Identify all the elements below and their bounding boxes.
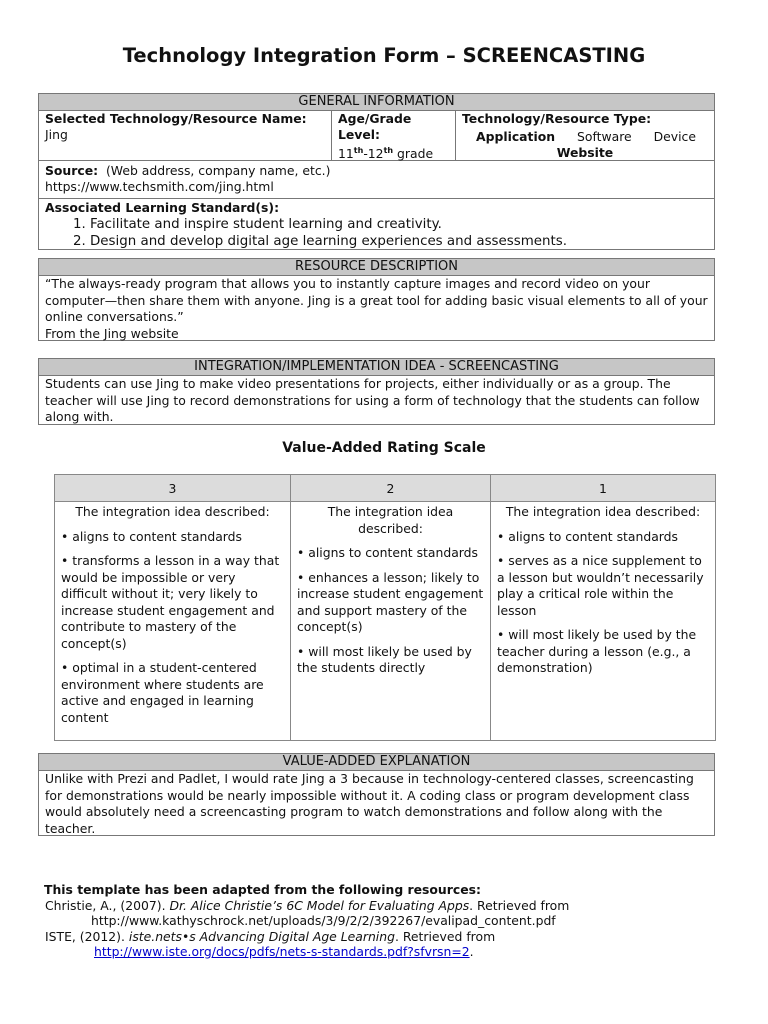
general-information-section — [38, 93, 715, 250]
value-added-explanation-text: Unlike with Prezi and Padlet, I would rate Jing a 3 because in technology-centered classes, screencasting for demonstrations would be nearly impossible without it. A coding class or program development class would absolutely need a screencasting program to watch demonstrations and follow along with the teacher. — [45, 771, 694, 836]
standard-item: 1. Facilitate and inspire student learning and creativity. — [90, 216, 708, 233]
resource-source: From the Jing website — [45, 325, 179, 341]
rating-bullet: • optimal in a student-centered environment where students are active and engaged in learning content — [61, 660, 264, 725]
rating-bullet: • will most likely be used by the teacher during a lesson (e.g., a demonstration) — [497, 627, 697, 675]
rating-bullet: • aligns to content standards — [61, 528, 243, 544]
source-label: Source: — [45, 163, 99, 178]
rating-bullet: • will most likely be used by the students directly — [297, 643, 472, 675]
source-hint: (Web address, company name, etc.) — [105, 163, 331, 178]
integration-idea-section — [38, 358, 715, 425]
rating-cell-1 — [491, 502, 716, 741]
source-value: https://www.techsmith.com/jing.html — [45, 179, 274, 194]
rating-cell-2 — [291, 502, 491, 741]
type-software: Software — [577, 129, 632, 144]
technology-name-label: Selected Technology/Resource Name: — [45, 111, 307, 126]
rating-header-2: 2 — [291, 475, 491, 502]
source-cell — [39, 161, 714, 198]
reference-1: Christie, A., (2007). Dr. Alice Christie’s 6C Model for Evaluating Apps. Retrieved from — [45, 897, 570, 913]
age-grade-value: 11th-12th grade — [338, 146, 434, 162]
type-application: Application — [476, 129, 556, 144]
age-grade-label: Age/Grade Level: — [338, 111, 412, 142]
rating-header-1: 1 — [491, 475, 716, 502]
standard-item: 2. Design and develop digital age learning experiences and assessments. — [90, 233, 708, 250]
general-information-header: GENERAL INFORMATION — [39, 94, 714, 111]
rating-cell-3 — [55, 502, 291, 741]
technology-name-value: Jing — [45, 127, 68, 142]
resource-description-section — [38, 258, 715, 341]
page-title: Technology Integration Form – SCREENCASTING — [122, 44, 646, 67]
references-heading: This template has been adapted from the following resources: — [44, 882, 481, 897]
technology-name-cell — [39, 111, 331, 160]
standards-label: Associated Learning Standard(s): — [45, 200, 280, 215]
type-device: Device — [653, 129, 696, 144]
resource-description-header: RESOURCE DESCRIPTION — [39, 259, 714, 276]
resource-quote: “The always-ready program that allows you to instantly capture images and record video on your computer—then share them with anyone. Jing is a great tool for adding basic visual elements to all of your online conversations.” — [45, 276, 708, 324]
rating-header-3: 3 — [55, 475, 291, 502]
standards-list — [45, 216, 708, 250]
integration-idea-text: Students can use Jing to make video presentations for projects, either individually or as a group. The teacher will use Jing to record demonstrations for using a form of technology that the students can follow along with. — [45, 376, 700, 424]
rating-bullet: • transforms a lesson in a way that would be impossible or very difficult without it; very likely to increase student engagement and contribute to mastery of the concept(s) — [61, 553, 280, 651]
rating-scale-table — [54, 474, 716, 741]
references: This template has been adapted from the following resources: Christie, A., (2007). Dr. Alice Christie’s 6C Model for Evaluating Apps. Retrieved from http://www.kathyschrock.net/uploads/3/9/2/2/392267/evalipad_content.pdf ISTE, (2012). iste.nets•s Advancing Digital Age Learning. Retrieved from http://www.iste.org/docs/pdfs/nets-s-standards.pdf?sfvrsn=2. — [44, 882, 570, 959]
rating-bullet: • aligns to content standards — [297, 545, 479, 560]
rating-intro: The integration idea described: — [75, 504, 270, 519]
rating-scale-title: Value-Added Rating Scale — [282, 440, 486, 456]
standards-cell — [39, 199, 714, 249]
value-added-explanation-header: VALUE-ADDED EXPLANATION — [39, 754, 714, 771]
reference-2: ISTE, (2012). iste.nets•s Advancing Digital Age Learning. Retrieved from — [45, 928, 496, 944]
rating-bullet: • enhances a lesson; likely to increase student engagement and support mastery of the concept(s) — [297, 569, 484, 634]
type-website: Website — [556, 145, 614, 160]
resource-type-cell — [455, 111, 714, 160]
integration-idea-header: INTEGRATION/IMPLEMENTATION IDEA - SCREENCASTING — [39, 359, 714, 376]
rating-intro: The integration idea described: — [327, 504, 454, 536]
reference-1-url: http://www.kathyschrock.net/uploads/3/9/2/2/392267/evalipad_content.pdf — [91, 913, 556, 928]
age-grade-cell — [331, 111, 455, 160]
rating-bullet: • aligns to content standards — [497, 528, 679, 544]
value-added-explanation-section — [38, 753, 715, 836]
rating-bullet: • serves as a nice supplement to a lesson but wouldn’t necessarily play a critical role within the lesson — [497, 553, 704, 618]
reference-2-link[interactable]: http://www.iste.org/docs/pdfs/nets-s-standards.pdf?sfvrsn=2 — [94, 944, 470, 959]
rating-intro: The integration idea described: — [505, 504, 701, 519]
resource-type-label: Technology/Resource Type: — [462, 111, 652, 126]
